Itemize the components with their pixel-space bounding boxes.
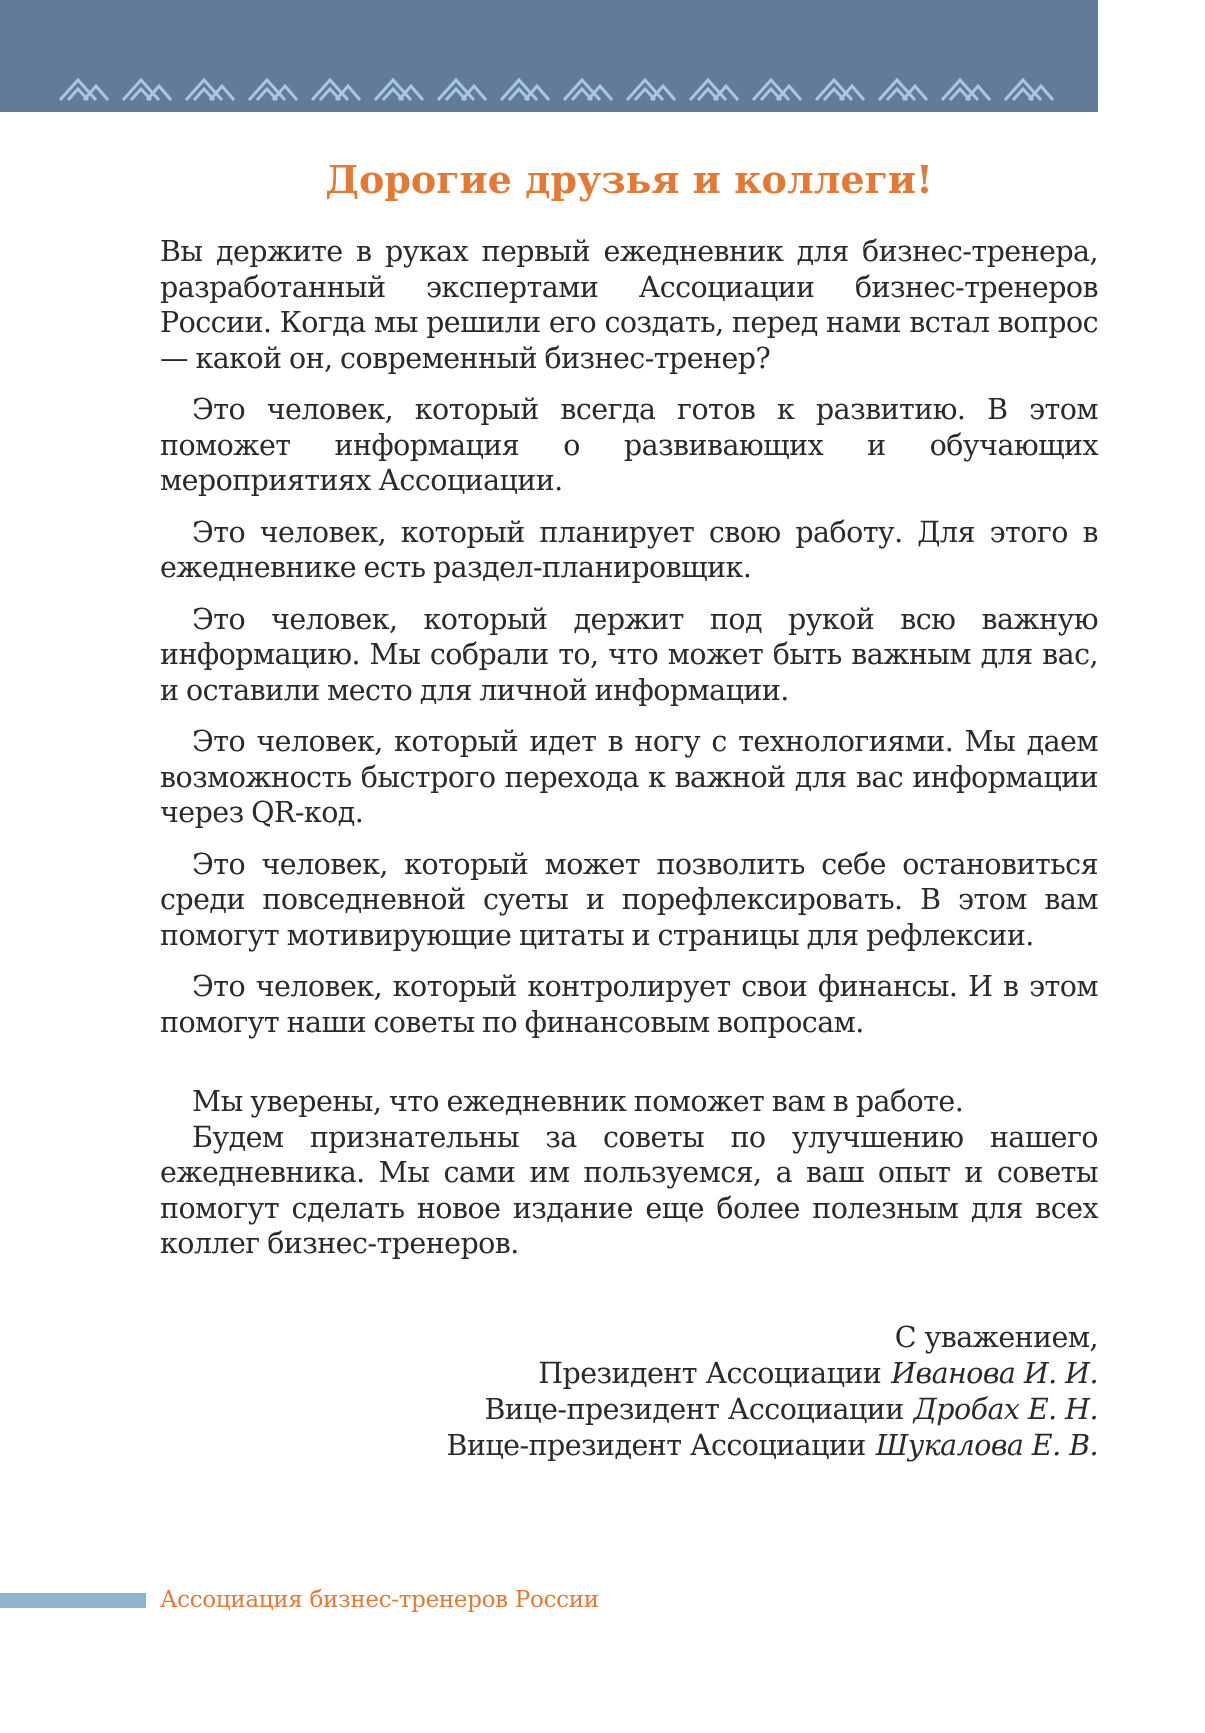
ornament-motif bbox=[564, 80, 612, 100]
footer-stripe bbox=[0, 1593, 146, 1608]
ornament-motif bbox=[816, 80, 864, 100]
signer-vice-president-2 bbox=[447, 1428, 1098, 1464]
paragraph-finance: Это человек, который контролирует свои финансы. И в этом помогут наши советы по финансовым вопросам. bbox=[160, 970, 1098, 1039]
page-title: Дорогие друзья и коллеги! bbox=[325, 157, 933, 202]
signer-name: Дробах Е. Н. bbox=[913, 1393, 1098, 1426]
ornament-motif bbox=[123, 80, 171, 100]
signer-name: Шукалова Е. В. bbox=[875, 1429, 1098, 1462]
ornament-motif bbox=[249, 80, 297, 100]
ornament-motif bbox=[1005, 80, 1053, 100]
ornament-motif bbox=[186, 80, 234, 100]
ornament-motif bbox=[627, 80, 675, 100]
footer-org-name: Ассоциация бизнес-тренеров России bbox=[160, 1587, 599, 1613]
paragraph-information: Это человек, который держит под рукой всю важную информацию. Мы собрали то, что может быть важным для вас, и оставили место для личной информации. bbox=[160, 602, 1098, 707]
closing-confidence: Мы уверены, что ежедневник поможет вам в работе. bbox=[192, 1085, 964, 1118]
ornament-motif bbox=[60, 80, 108, 100]
signer-president bbox=[447, 1356, 1098, 1392]
ornament-motif bbox=[438, 80, 486, 100]
signature-block bbox=[447, 1320, 1098, 1464]
paragraph-technology: Это человек, который идет в ногу с технологиями. Мы даем возможность быстрого перехода к важной для вас информации через QR-код. bbox=[160, 725, 1098, 829]
ornament-motif bbox=[312, 80, 360, 100]
paragraph-planning: Это человек, который планирует свою работу. Для этого в ежедневнике есть раздел-планировщик. bbox=[160, 515, 1098, 584]
closing-feedback: Будем признательны за советы по улучшению нашего ежедневника. Мы сами им пользуемся, а ваш опыт и советы помогут сделать новое издание еще более полезным для всех коллег бизнес-тренеров. bbox=[160, 1120, 1098, 1260]
letter-body bbox=[160, 150, 1098, 1278]
signer-vice-president-1 bbox=[447, 1392, 1098, 1428]
ornament-motif bbox=[690, 80, 738, 100]
signer-name: Иванова И. И. bbox=[891, 1357, 1098, 1390]
header-band bbox=[0, 0, 1098, 112]
ornament-motif bbox=[879, 80, 927, 100]
signoff-greeting: С уважением, bbox=[894, 1321, 1098, 1354]
ornament-motif bbox=[501, 80, 549, 100]
signer-role: Вице-президент Ассоциации bbox=[484, 1393, 904, 1426]
ornament-motif bbox=[942, 80, 990, 100]
paragraph-reflection: Это человек, который может позволить себе остановиться среди повседневной суеты и порефлексировать. В этом вам помогут мотивирующие цитаты и страницы для рефлексии. bbox=[160, 847, 1098, 952]
paragraph-development: Это человек, который всегда готов к развитию. В этом поможет информация о развивающих и обучающих мероприятиях Ассоциации. bbox=[160, 393, 1098, 497]
signer-role: Вице-президент Ассоциации bbox=[446, 1429, 866, 1462]
ornament-motif bbox=[375, 80, 423, 100]
header-ornament bbox=[58, 74, 1078, 104]
signer-role: Президент Ассоциации bbox=[538, 1357, 882, 1390]
paragraph-intro: Вы держите в руках первый ежедневник для бизнес-тренера, разработанный экспертами Ассоциации бизнес-тренеров России. Когда мы решили его создать, перед нами встал вопрос — какой он, современный бизнес-тренер? bbox=[160, 235, 1098, 375]
ornament-motif bbox=[753, 80, 801, 100]
